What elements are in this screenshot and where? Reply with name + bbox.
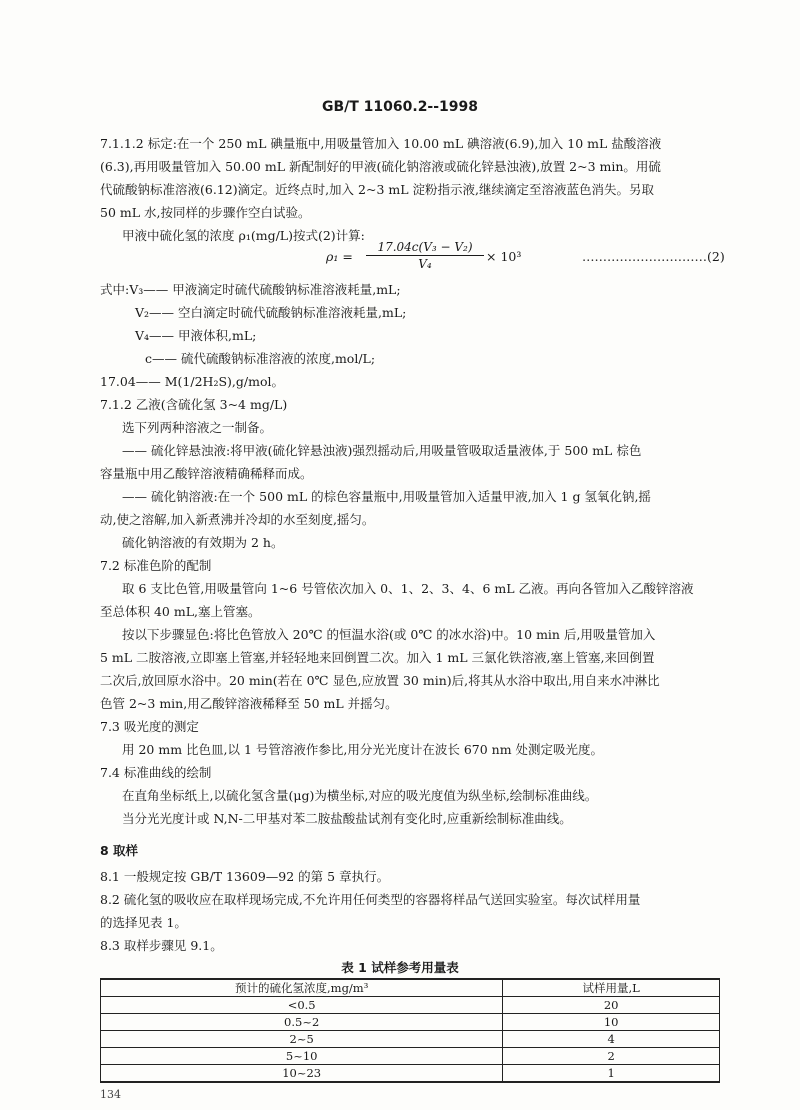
section-7-4: 7.4 标准曲线的绘制 — [100, 765, 212, 780]
zns-line2: 容量瓶中用乙酸锌溶液精确稀释而成。 — [100, 466, 313, 481]
page-header: GB/T 11060.2--1998 — [321, 99, 479, 115]
var-def-v3: 式中:V₃—— 甲液滴定时硫代硫酸钠标准溶液耗量,mL; — [100, 282, 401, 297]
zns-line1: —— 硫化锌悬浊液:将甲液(硫化锌悬浊液)强烈摇动后,用吸量管吸取适量液体,于 500 mL 棕色 — [122, 443, 642, 458]
table-row — [101, 997, 720, 1014]
formula-numerator: 17.04c(V₃ − V₂) — [366, 240, 484, 256]
para-8-1: 8.1 一般规定按 GB/T 13609—92 的第 5 章执行。 — [100, 869, 390, 884]
para-7-1-1-2-line3: 代硫酸钠标准溶液(6.12)滴定。近终点时,加入 2~3 mL 淀粉指示液,继续滴定至溶液蓝色消失。另取 — [100, 182, 654, 197]
para-7-4-line1: 在直角坐标纸上,以硫化氢含量(μg)为横坐标,对应的吸光度值为纵坐标,绘制标准曲线。 — [122, 788, 598, 803]
para-7-4-line2: 当分光光度计或 N,N-二甲基对苯二胺盐酸盐试剂有变化时,应重新绘制标准曲线。 — [122, 811, 572, 826]
formula-lhs: ρ₁ = — [326, 249, 353, 264]
table-row — [101, 1014, 720, 1031]
var-def-m: 17.04—— M(1/2H₂S),g/mol。 — [100, 374, 284, 389]
formula-intro: 甲液中硫化氢的浓度 ρ₁(mg/L)按式(2)计算: — [122, 228, 365, 243]
color-dev-line4: 色管 2~3 min,用乙酸锌溶液稀释至 50 mL 并摇匀。 — [100, 696, 398, 711]
table-header-row — [101, 979, 720, 997]
para-7-1-1-2-line4: 50 mL 水,按同样的步骤作空白试验。 — [100, 205, 311, 220]
color-dev-line3: 二次后,放回原水浴中。20 min(若在 0℃ 显色,应放置 30 min)后,将其从水浴中取出,用自来水冲淋比 — [100, 673, 660, 688]
para-8-3: 8.3 取样步骤见 9.1。 — [100, 938, 223, 953]
var-def-v4: V₄—— 甲液体积,mL; — [135, 328, 257, 343]
para-7-2-line1: 取 6 支比色管,用吸量管向 1~6 号管依次加入 0、1、2、3、4、6 mL 乙液。再向各管加入乙酸锌溶液 — [122, 581, 694, 596]
table-cell: 10~23 — [101, 1065, 503, 1083]
page-number: 134 — [100, 1088, 121, 1101]
table-cell: 1 — [503, 1065, 720, 1083]
table-row — [101, 1065, 720, 1083]
section-7-2: 7.2 标准色阶的配制 — [100, 558, 212, 573]
table-cell: 4 — [503, 1031, 720, 1048]
para-8-2-line1: 8.2 硫化氢的吸收应在取样现场完成,不允许用任何类型的容器将样品气送回实验室。每次试样用量 — [100, 892, 641, 907]
table-row — [101, 1048, 720, 1065]
table-cell: 2 — [503, 1048, 720, 1065]
na2s-validity: 硫化钠溶液的有效期为 2 h。 — [122, 535, 284, 550]
var-def-v2: V₂—— 空白滴定时硫代硫酸钠标准溶液耗量,mL; — [135, 305, 407, 320]
table-header-volume: 试样用量,L — [503, 979, 720, 997]
table-cell: 20 — [503, 997, 720, 1014]
table-cell: 5~10 — [101, 1048, 503, 1065]
table-cell: 0.5~2 — [101, 1014, 503, 1031]
section-7-1-2: 7.1.2 乙液(含硫化氢 3~4 mg/L) — [100, 397, 288, 412]
var-def-c: c—— 硫代硫酸钠标准溶液的浓度,mol/L; — [145, 351, 376, 366]
para-7-1-1-2-line2: (6.3),再用吸量管加入 50.00 mL 新配制好的甲液(硫化钠溶液或硫化锌悬浊液),放置 2~3 min。用硫 — [100, 159, 661, 174]
color-dev-line2: 5 mL 二胺溶液,立即塞上管塞,并轻轻地来回倒置二次。加入 1 mL 三氯化铁溶液,塞上管塞,来回倒置 — [100, 650, 655, 665]
section-7-3: 7.3 吸光度的测定 — [100, 719, 199, 734]
formula-rhs: × 10³ — [486, 249, 522, 264]
para-7-1-1-2-line1: 7.1.1.2 标定:在一个 250 mL 碘量瓶中,用吸量管加入 10.00 mL 碘溶液(6.9),加入 10 mL 盐酸溶液 — [100, 136, 662, 151]
formula-denominator: V₄ — [418, 257, 432, 271]
para-7-3: 用 20 mm 比色皿,以 1 号管溶液作参比,用分光光度计在波长 670 nm 处测定吸光度。 — [122, 742, 604, 757]
formula-2 — [326, 240, 526, 276]
equation-number: …………………………(2) — [582, 249, 725, 264]
para-7-2-line2: 至总体积 40 mL,塞上管塞。 — [100, 604, 261, 619]
para-7-1-2-intro: 选下列两种溶液之一制备。 — [122, 420, 273, 435]
color-dev-line1: 按以下步骤显色:将比色管放入 20℃ 的恒温水浴(或 0℃ 的冰水浴)中。10 min 后,用吸量管加入 — [122, 627, 656, 642]
table-row — [101, 1031, 720, 1048]
table-caption: 表 1 试样参考用量表 — [341, 960, 459, 975]
sample-volume-table — [100, 978, 720, 1083]
table-cell: 2~5 — [101, 1031, 503, 1048]
table-cell: 10 — [503, 1014, 720, 1031]
formula-fraction — [366, 240, 484, 271]
na2s-line2: 动,使之溶解,加入新煮沸并冷却的水至刻度,摇匀。 — [100, 512, 375, 527]
table-header-concentration: 预计的硫化氢浓度,mg/m³ — [101, 979, 503, 997]
table-cell: <0.5 — [101, 997, 503, 1014]
section-8-heading: 8 取样 — [100, 843, 139, 858]
na2s-line1: —— 硫化钠溶液:在一个 500 mL 的棕色容量瓶中,用吸量管加入适量甲液,加入 1 g 氢氧化钠,摇 — [122, 489, 651, 504]
para-8-2-line2: 的选择见表 1。 — [100, 915, 187, 930]
